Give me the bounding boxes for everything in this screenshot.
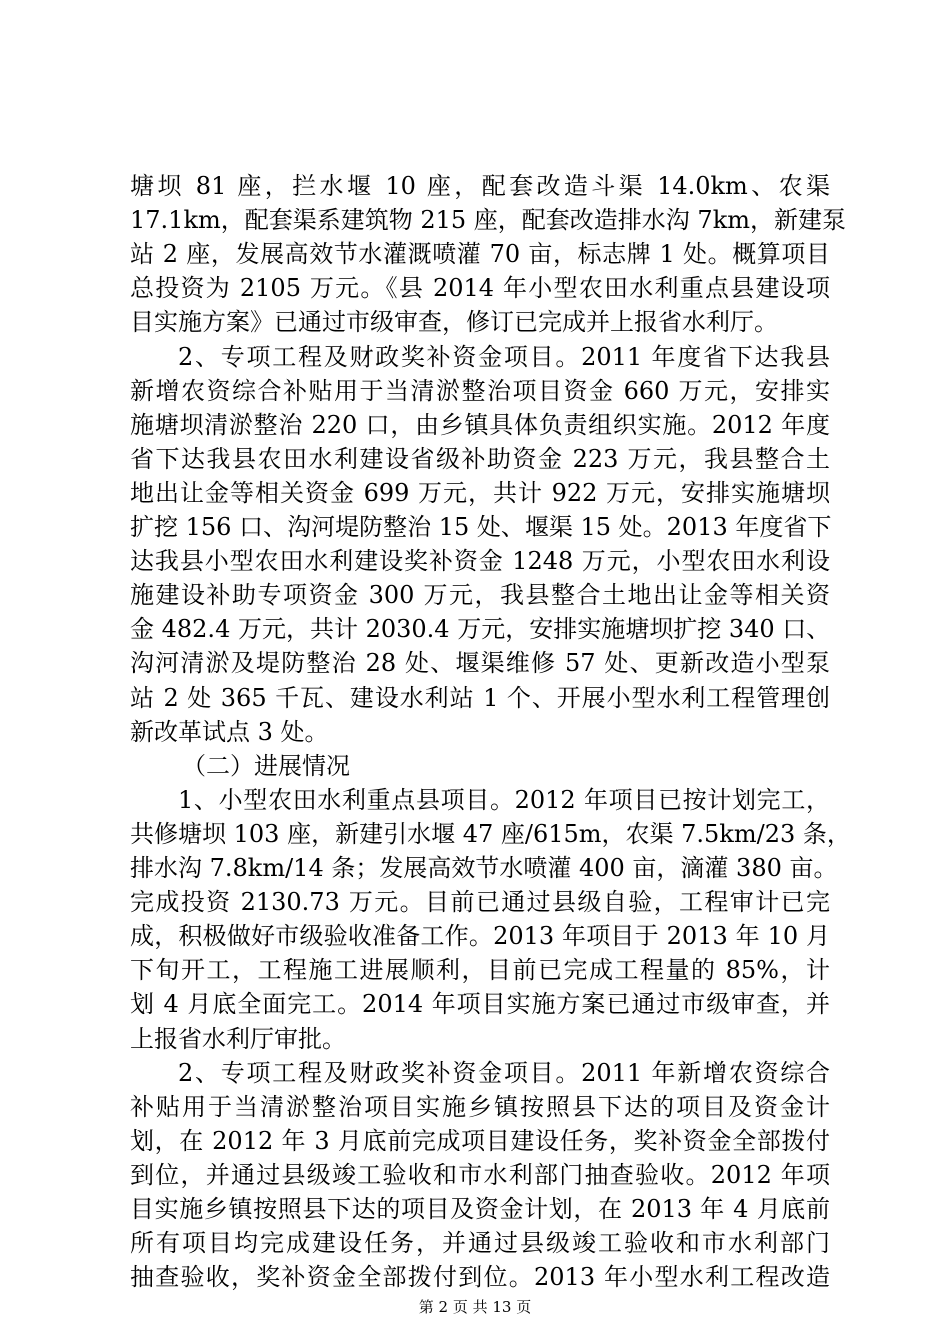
text-line: 塘坝 81 座，拦水堰 10 座，配套改造斗渠 14.0km、农渠: [130, 172, 830, 200]
text-line: 划 4 月底全面完工。2014 年项目实施方案已通过市级审查，并: [130, 990, 830, 1019]
text-line: 站 2 座，发展高效节水灌溉喷灌 70 亩，标志牌 1 处。概算项目: [130, 240, 830, 269]
text-line: 共修塘坝 103 座，新建引水堰 47 座/615m，农渠 7.5km/23 条，: [130, 819, 851, 848]
text-line: 下旬开工，工程施工进展顺利，目前已完成工程量的 85%，计: [130, 956, 830, 985]
text-line: 省下达我县农田水利建设省级补助资金 223 万元，我县整合土: [130, 444, 830, 473]
text-line: 总投资为 2105 万元。《县 2014 年小型农田水利重点县建设项: [130, 274, 830, 303]
text-line: 沟河清淤及堤防整治 28 处、堰渠维修 57 处、更新改造小型泵: [130, 649, 830, 678]
text-line: 17.1km，配套渠系建筑物 215 座，配套改造排水沟 7km，新建泵: [130, 206, 847, 235]
text-line: 到位，并通过县级竣工验收和市水利部门抽查验收。2012 年项: [130, 1160, 830, 1189]
text-line: 施建设补助专项资金 300 万元，我县整合土地出让金等相关资: [130, 581, 830, 610]
text-line: 排水沟 7.8km/14 条；发展高效节水喷灌 400 亩，滴灌 380 亩。: [130, 854, 838, 882]
text-line: 施塘坝清淤整治 220 口，由乡镇具体负责组织实施。2012 年度: [130, 410, 830, 439]
text-line: 目实施方案》已通过市级审查，修订已完成并上报省水利厅。: [130, 308, 778, 337]
paragraph-first-line: 2、专项工程及财政奖补资金项目。2011 年度省下达我县: [178, 342, 830, 371]
text-line: 补贴用于当清淤整治项目实施乡镇按照县下达的项目及资金计: [130, 1092, 830, 1121]
text-line: 所有项目均完成建设任务，并通过县级竣工验收和市水利部门: [130, 1229, 830, 1258]
text-line: 新增农资综合补贴用于当清淤整治项目资金 660 万元，安排实: [130, 376, 830, 405]
text-line: 地出让金等相关资金 699 万元，共计 922 万元，安排实施塘坝: [130, 478, 830, 507]
paragraph-first-line: 2、专项工程及财政奖补资金项目。2011 年新增农资综合: [178, 1058, 830, 1087]
text-line: 目实施乡镇按照县下达的项目及资金计划，在 2013 年 4 月底前: [130, 1195, 830, 1223]
text-line: 站 2 处 365 千瓦、建设水利站 1 个、开展小型水利工程管理创: [130, 683, 830, 712]
text-line: 达我县小型农田水利建设奖补资金 1248 万元，小型农田水利设: [130, 547, 830, 576]
text-line: 上报省水利厅审批。: [130, 1024, 346, 1053]
text-line: 抽查验收，奖补资金全部拨付到位。2013 年小型水利工程改造: [130, 1263, 830, 1292]
text-line: 新改革试点 3 处。: [130, 717, 329, 746]
text-line: 划，在 2012 年 3 月底前完成项目建设任务，奖补资金全部拨付: [130, 1126, 830, 1155]
section-heading: （二）进展情况: [182, 751, 350, 780]
text-line: 金 482.4 万元，共计 2030.4 万元，安排实施塘坝扩挖 340 口、: [130, 615, 831, 644]
text-line: 成，积极做好市级验收准备工作。2013 年项目于 2013 年 10 月: [130, 922, 830, 951]
text-line: 扩挖 156 口、沟河堤防整治 15 处、堰渠 15 处。2013 年度省下: [130, 513, 832, 541]
text-line: 完成投资 2130.73 万元。目前已通过县级自验，工程审计已完: [130, 888, 830, 917]
paragraph-first-line: 1、小型农田水利重点县项目。2012 年项目已按计划完工，: [178, 785, 830, 814]
page-footer: 第 2 页 共 13 页: [418, 1298, 532, 1316]
